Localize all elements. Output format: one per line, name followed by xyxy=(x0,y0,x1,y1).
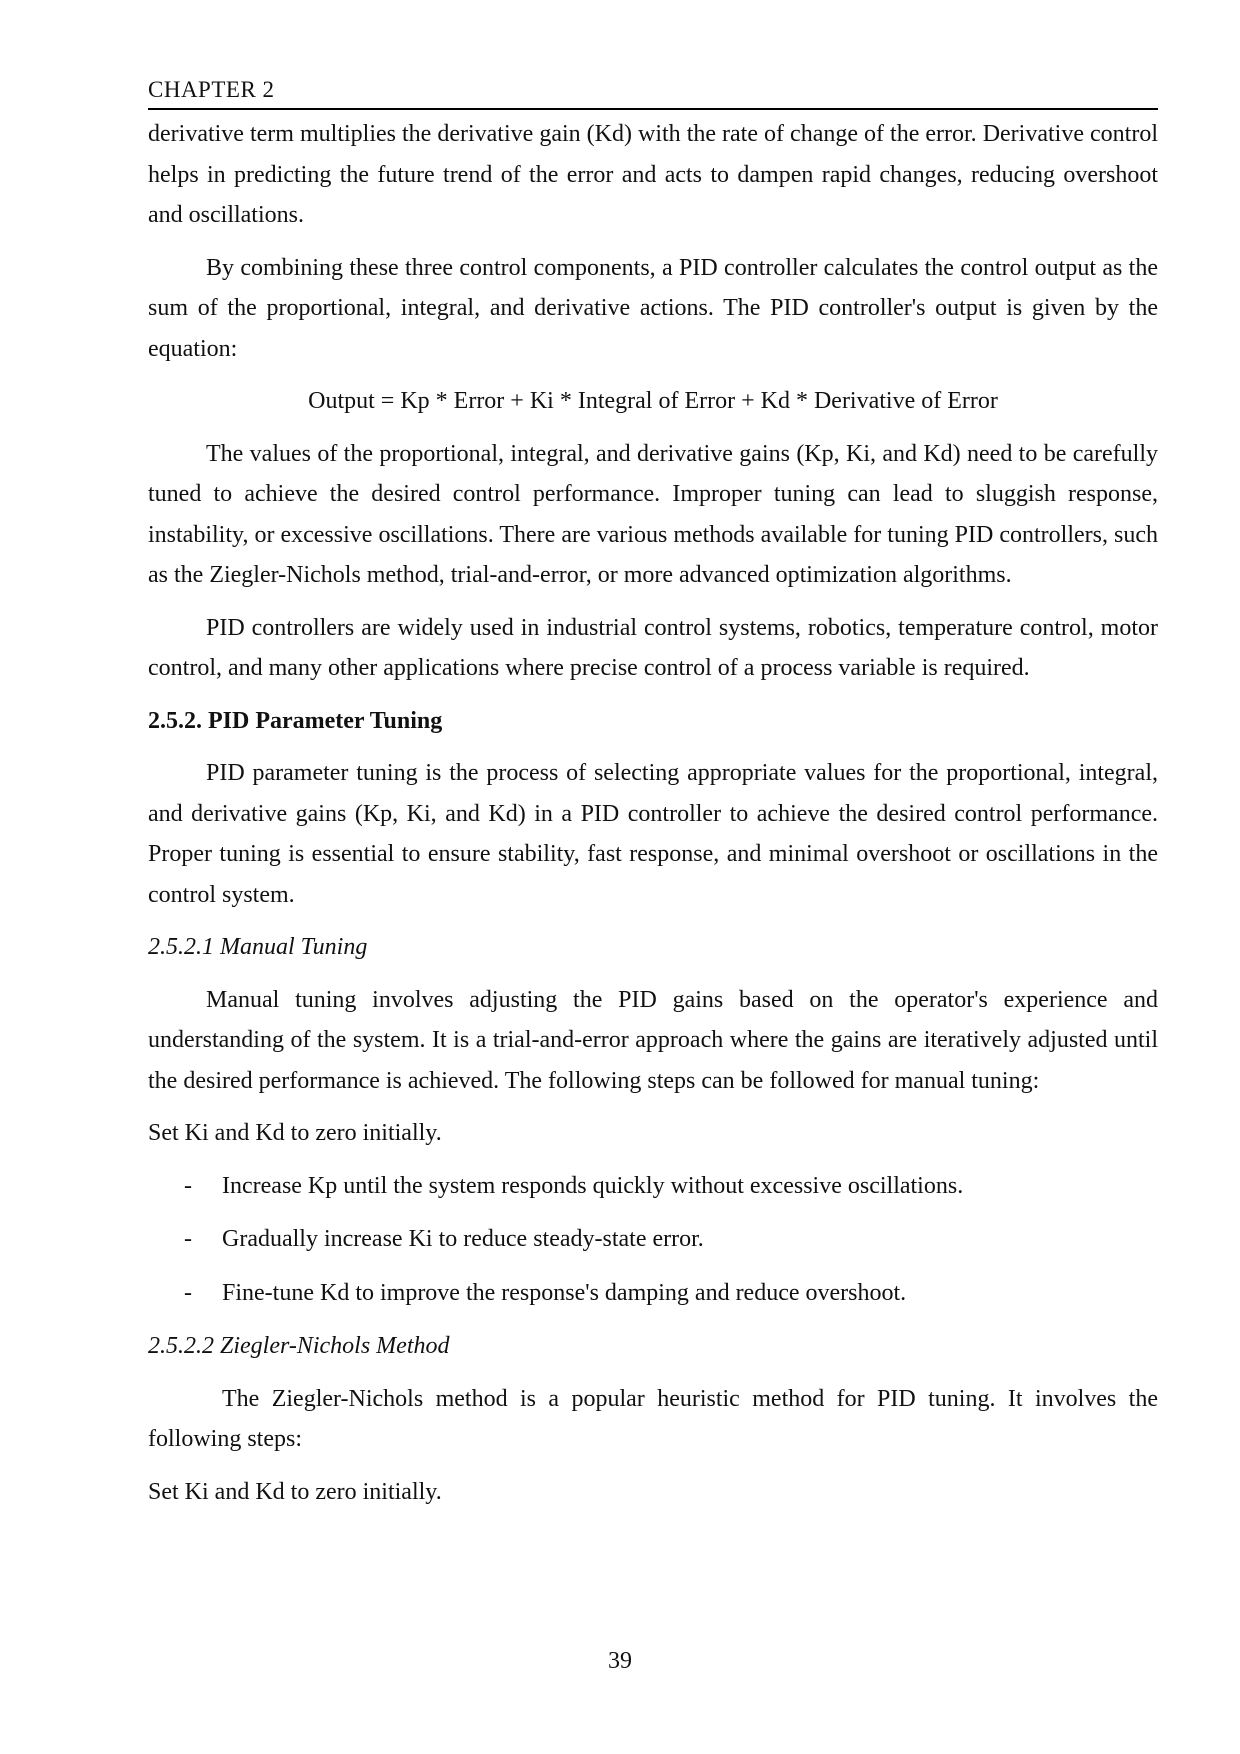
chapter-header: CHAPTER 2 xyxy=(148,76,1158,110)
pid-output-equation: Output = Kp * Error + Ki * Integral of Error + Kd * Derivative of Error xyxy=(308,388,998,414)
ziegler-nichols-first-step: Set Ki and Kd to zero initially. xyxy=(148,1478,442,1505)
paragraph-gain-tuning: The values of the proportional, integral, and derivative gains (Kp, Ki, and Kd) need to be carefully tuned to achieve the desired control performance. Improper tuning can lead to sluggish response, instability, or excessive oscillations. There are various methods available for tuning PID controllers, such as the Ziegler-Nichols method, trial-and-error, or more advanced optimization algorithms. xyxy=(148,440,1158,588)
page-number: 39 xyxy=(608,1648,632,1674)
list-item xyxy=(148,1273,1158,1314)
paragraph-manual-tuning: Manual tuning involves adjusting the PID gains based on the operator's experience and understanding of the system. It is a trial-and-error approach where the gains are iteratively adjusted until the desired performance is achieved. The following steps can be followed for manual tuning: xyxy=(148,986,1158,1094)
list-item-text: Gradually increase Ki to reduce steady-state error. xyxy=(222,1226,704,1252)
paragraph-ziegler-nichols: The Ziegler-Nichols method is a popular heuristic method for PID tuning. It involves the following steps: xyxy=(148,1385,1158,1452)
page-content xyxy=(148,114,1158,1524)
paragraph-pid-applications: PID controllers are widely used in industrial control systems, robotics, temperature control, motor control, and many other applications where precise control of a process variable is required. xyxy=(148,614,1158,681)
section-heading-pid-parameter-tuning: 2.5.2. PID Parameter Tuning xyxy=(148,707,443,734)
subsection-heading-ziegler-nichols: 2.5.2.2 Ziegler-Nichols Method xyxy=(148,1333,450,1359)
subsection-heading-manual-tuning: 2.5.2.1 Manual Tuning xyxy=(148,934,368,960)
list-item-text: Increase Kp until the system responds quickly without excessive oscillations. xyxy=(222,1172,964,1199)
manual-tuning-steps-list xyxy=(148,1166,1158,1314)
list-bullet: - xyxy=(184,1279,192,1306)
list-item xyxy=(148,1166,1158,1207)
paragraph-pid-combination: By combining these three control components, a PID controller calculates the control output as the sum of the proportional, integral, and derivative actions. The PID controller's output is given by the equation: xyxy=(148,254,1158,362)
paragraph-derivative-term: derivative term multiplies the derivative gain (Kd) with the rate of change of the error. Derivative control helps in predicting the future trend of the error and acts to dampen rapid changes, reducing overshoot and oscillations. xyxy=(148,121,1158,228)
list-item xyxy=(148,1219,1158,1260)
list-item-text: Fine-tune Kd to improve the response's damping and reduce overshoot. xyxy=(222,1279,907,1306)
list-bullet: - xyxy=(184,1172,192,1199)
list-bullet: - xyxy=(184,1226,192,1252)
paragraph-tuning-intro: PID parameter tuning is the process of selecting appropriate values for the proportional, integral, and derivative gains (Kp, Ki, and Kd) in a PID controller to achieve the desired control performance. Proper tuning is essential to ensure stability, fast response, and minimal overshoot or oscillations in the control system. xyxy=(148,760,1158,908)
manual-tuning-first-step: Set Ki and Kd to zero initially. xyxy=(148,1120,442,1146)
